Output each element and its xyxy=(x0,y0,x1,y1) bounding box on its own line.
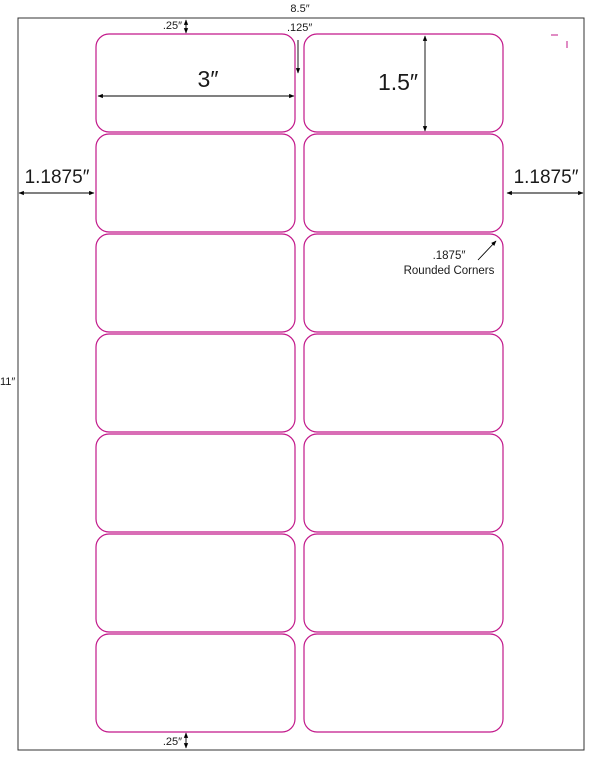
label-outline xyxy=(304,634,503,732)
label-grid xyxy=(96,34,503,732)
label-outline xyxy=(96,534,295,632)
crop-mark-icon xyxy=(551,35,567,48)
label-width-label: 3″ xyxy=(197,66,219,92)
corner-radius-label: .1875″ xyxy=(432,250,466,262)
column-gap-label: .125″ xyxy=(287,22,313,34)
right-margin-label: 1.1875″ xyxy=(513,167,579,188)
label-outline xyxy=(96,334,295,432)
label-height-label: 1.5″ xyxy=(377,69,419,95)
label-outline xyxy=(304,534,503,632)
label-outline xyxy=(304,134,503,232)
label-outline xyxy=(304,234,503,332)
label-outline xyxy=(96,234,295,332)
left-margin-label: 1.1875″ xyxy=(24,167,90,188)
top-margin-label: .25″ xyxy=(162,20,182,32)
bottom-margin-label: .25″ xyxy=(162,736,182,748)
sheet-width-label: 8.5″ xyxy=(290,3,310,15)
label-outline xyxy=(304,434,503,532)
label-outline xyxy=(304,334,503,432)
label-outline xyxy=(96,134,295,232)
corner-caption-label: Rounded Corners xyxy=(403,265,495,277)
label-outline xyxy=(96,34,295,132)
label-outline xyxy=(96,634,295,732)
sheet-height-label: 11″ xyxy=(0,376,16,388)
corner-callout-arrow-icon xyxy=(478,241,496,260)
label-outline xyxy=(96,434,295,532)
